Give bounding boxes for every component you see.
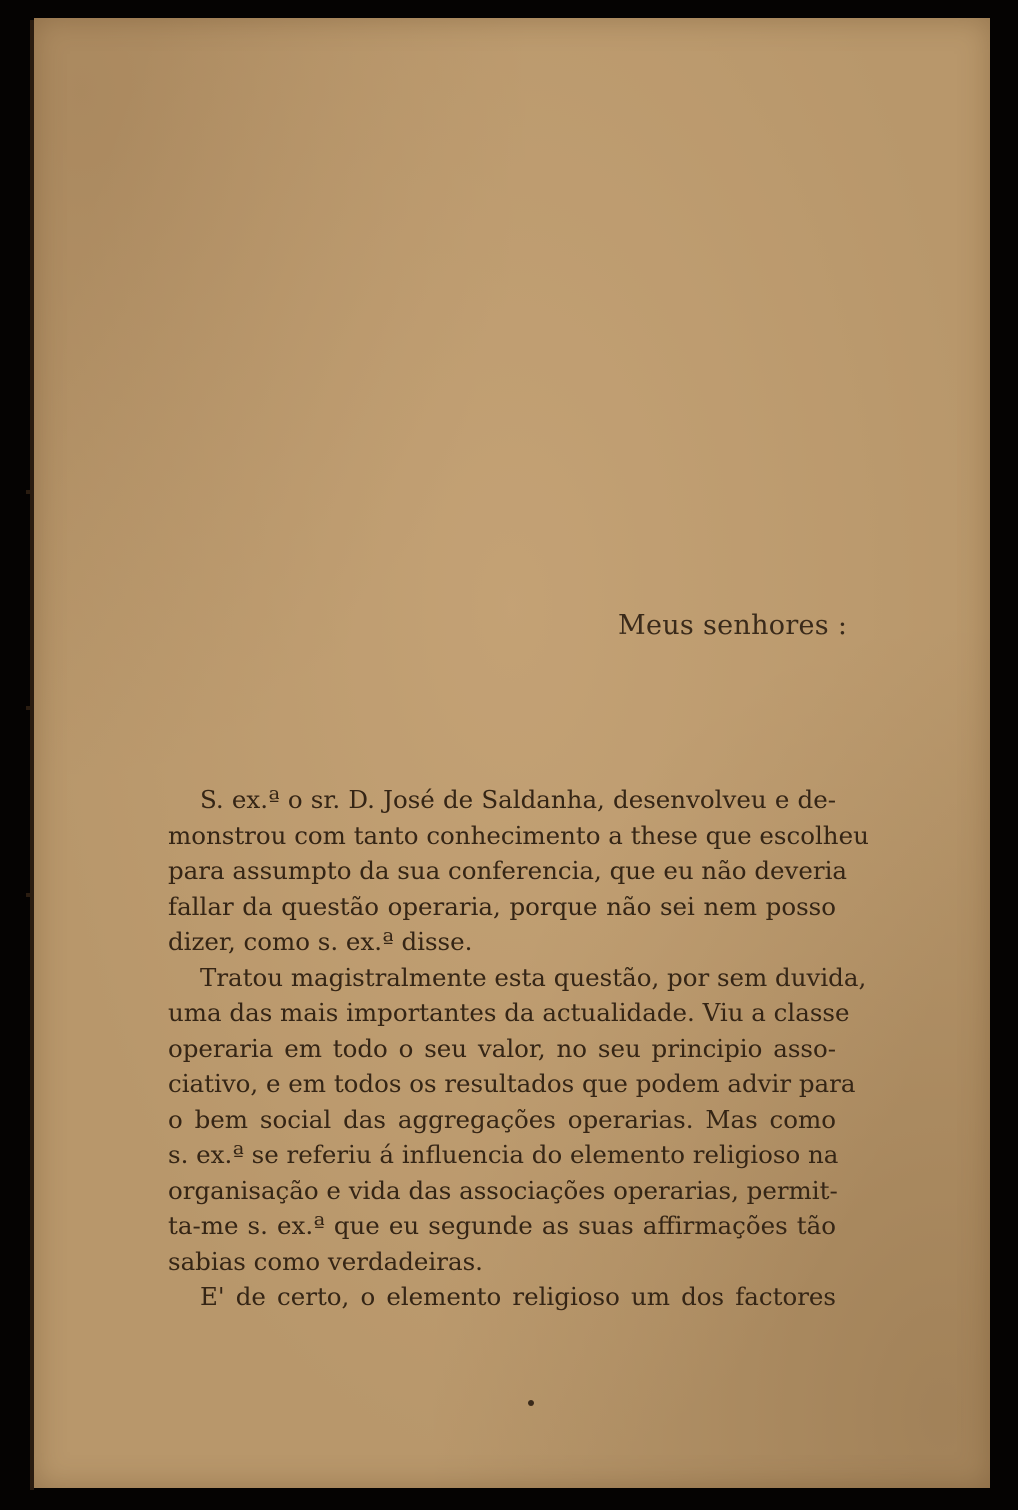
text-line: dizer, como s. ex.ª disse. bbox=[168, 927, 473, 956]
text-line: organisação e vida das associações operarias, permit- bbox=[168, 1175, 838, 1205]
text-line: S. ex.ª o sr. D. José de Saldanha, desenvolveu e de- bbox=[200, 785, 836, 814]
text-line: fallar da questão operaria, porque não sei nem posso bbox=[168, 891, 836, 921]
text-line: ciativo, e em todos os resultados que podem advir para bbox=[168, 1069, 856, 1098]
page-dot-mark bbox=[528, 1400, 534, 1406]
text-line: monstrou com tanto conhecimento a these que escolheu bbox=[168, 820, 869, 850]
text-line: sabias como verdadeiras. bbox=[168, 1246, 483, 1276]
text-line: para assumpto da sua conferencia, que eu não deveria bbox=[168, 856, 848, 885]
text-line: ta-me s. ex.ª que eu segunde as suas affirmações tão bbox=[168, 1211, 836, 1240]
text-line: o bem social das aggregações operarias. Mas como bbox=[168, 1104, 836, 1134]
text-line: E' de certo, o elemento religioso um dos factores bbox=[200, 1282, 836, 1311]
salutation-heading: Meus senhores : bbox=[618, 610, 848, 641]
text-line: operaria em todo o seu valor, no seu principio asso- bbox=[168, 1033, 836, 1063]
text-line: Tratou magistralmente esta questão, por sem duvida, bbox=[200, 962, 867, 992]
body-text bbox=[168, 782, 869, 1315]
text-line: uma das mais importantes da actualidade. Viu a classe bbox=[168, 998, 850, 1027]
text-line: s. ex.ª se referiu á influencia do elemento religioso na bbox=[168, 1140, 839, 1169]
